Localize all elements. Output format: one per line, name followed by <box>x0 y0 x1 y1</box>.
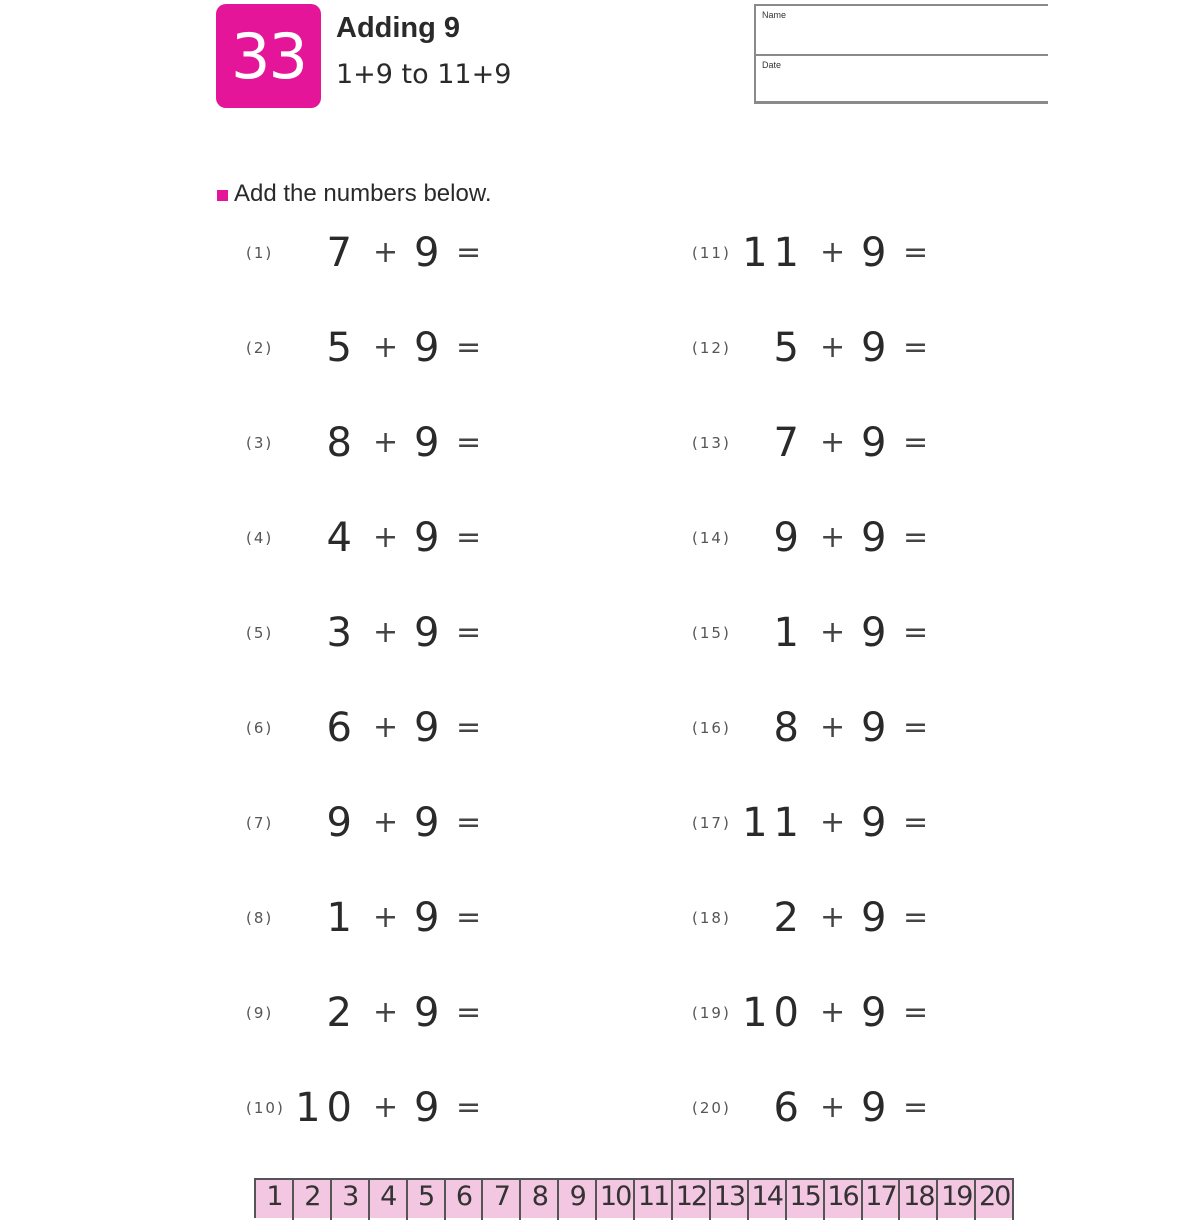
second-addend: 9 <box>861 515 887 561</box>
first-addend: 11 <box>742 800 805 846</box>
plus-sign: + <box>820 330 846 365</box>
second-addend: 9 <box>414 800 440 846</box>
plus-sign: + <box>820 805 846 840</box>
number-strip-cell: 10 <box>597 1180 635 1220</box>
equals-sign: = <box>456 520 482 555</box>
plus-sign: + <box>373 1090 399 1125</box>
second-addend: 9 <box>414 990 440 1036</box>
square-bullet-icon <box>217 190 228 201</box>
first-addend: 10 <box>295 1085 358 1131</box>
equals-sign: = <box>456 425 482 460</box>
second-addend: 9 <box>414 1085 440 1131</box>
problem-row <box>0 703 1200 753</box>
second-addend: 9 <box>861 230 887 276</box>
number-strip-cell: 12 <box>673 1180 711 1220</box>
problem-number: (12) <box>692 339 731 357</box>
problem-number: (1) <box>246 244 274 262</box>
first-addend: 1 <box>773 610 805 656</box>
equals-sign: = <box>456 995 482 1030</box>
problem-number: (2) <box>246 339 274 357</box>
instruction <box>217 180 492 208</box>
second-addend: 9 <box>414 325 440 371</box>
equals-sign: = <box>456 900 482 935</box>
second-addend: 9 <box>861 800 887 846</box>
first-addend: 3 <box>326 610 358 656</box>
problem-number: (19) <box>692 1004 731 1022</box>
problem-number: (7) <box>246 814 274 832</box>
problem-number: (17) <box>692 814 731 832</box>
lesson-number: 33 <box>231 19 306 93</box>
second-addend: 9 <box>861 990 887 1036</box>
problem-number: (14) <box>692 529 731 547</box>
second-addend: 9 <box>861 895 887 941</box>
problem-row <box>0 513 1200 563</box>
plus-sign: + <box>373 615 399 650</box>
problem-row <box>0 608 1200 658</box>
plus-sign: + <box>373 330 399 365</box>
date-label: Date <box>762 60 782 70</box>
problem-number: (16) <box>692 719 731 737</box>
plus-sign: + <box>820 995 846 1030</box>
equals-sign: = <box>903 805 929 840</box>
second-addend: 9 <box>861 1085 887 1131</box>
number-strip-cell: 7 <box>483 1180 521 1220</box>
number-strip-cell: 20 <box>976 1180 1014 1220</box>
problem-row <box>0 323 1200 373</box>
second-addend: 9 <box>414 705 440 751</box>
equals-sign: = <box>456 805 482 840</box>
problem-row <box>0 418 1200 468</box>
second-addend: 9 <box>861 420 887 466</box>
second-addend: 9 <box>414 895 440 941</box>
number-strip-cell: 5 <box>408 1180 446 1220</box>
first-addend: 6 <box>326 705 358 751</box>
problem-number: (3) <box>246 434 274 452</box>
problem-row <box>0 1083 1200 1133</box>
number-strip-cell: 8 <box>521 1180 559 1220</box>
problem-number: (20) <box>692 1099 731 1117</box>
first-addend: 4 <box>326 515 358 561</box>
number-strip-cell: 2 <box>294 1180 332 1220</box>
first-addend: 5 <box>773 325 805 371</box>
number-strip-cell: 11 <box>635 1180 673 1220</box>
first-addend: 9 <box>326 800 358 846</box>
number-strip-cell: 6 <box>446 1180 484 1220</box>
date-field[interactable] <box>756 56 1048 104</box>
number-strip-cell: 14 <box>749 1180 787 1220</box>
plus-sign: + <box>820 235 846 270</box>
first-addend: 11 <box>742 230 805 276</box>
plus-sign: + <box>373 805 399 840</box>
number-strip-cell: 17 <box>863 1180 901 1220</box>
problem-number: (6) <box>246 719 274 737</box>
problem-row <box>0 893 1200 943</box>
equals-sign: = <box>456 235 482 270</box>
equals-sign: = <box>903 235 929 270</box>
problem-row <box>0 988 1200 1038</box>
lesson-title: Adding 9 <box>336 12 461 44</box>
name-date-box <box>754 4 1048 104</box>
first-addend: 1 <box>326 895 358 941</box>
equals-sign: = <box>903 425 929 460</box>
problem-number: (9) <box>246 1004 274 1022</box>
equals-sign: = <box>903 615 929 650</box>
equals-sign: = <box>903 710 929 745</box>
problem-number: (18) <box>692 909 731 927</box>
plus-sign: + <box>373 235 399 270</box>
equals-sign: = <box>456 1090 482 1125</box>
first-addend: 8 <box>773 705 805 751</box>
plus-sign: + <box>373 520 399 555</box>
equals-sign: = <box>903 330 929 365</box>
first-addend: 5 <box>326 325 358 371</box>
equals-sign: = <box>903 900 929 935</box>
plus-sign: + <box>820 710 846 745</box>
equals-sign: = <box>903 1090 929 1125</box>
number-strip-cell: 15 <box>787 1180 825 1220</box>
first-addend: 10 <box>742 990 805 1036</box>
lesson-subtitle: 1+9 to 11+9 <box>336 59 512 90</box>
plus-sign: + <box>373 995 399 1030</box>
plus-sign: + <box>820 615 846 650</box>
equals-sign: = <box>456 615 482 650</box>
number-strip-cell: 4 <box>370 1180 408 1220</box>
second-addend: 9 <box>414 515 440 561</box>
first-addend: 6 <box>773 1085 805 1131</box>
lesson-number-badge <box>216 4 321 108</box>
name-label: Name <box>762 10 787 20</box>
equals-sign: = <box>456 710 482 745</box>
plus-sign: + <box>820 520 846 555</box>
problem-number: (5) <box>246 624 274 642</box>
second-addend: 9 <box>861 325 887 371</box>
problem-number: (8) <box>246 909 274 927</box>
number-strip-cell: 13 <box>711 1180 749 1220</box>
number-strip-cell: 16 <box>825 1180 863 1220</box>
plus-sign: + <box>820 1090 846 1125</box>
first-addend: 9 <box>773 515 805 561</box>
number-strip-cell: 19 <box>938 1180 976 1220</box>
first-addend: 2 <box>773 895 805 941</box>
number-strip-cell: 9 <box>559 1180 597 1220</box>
number-strip-cell: 18 <box>900 1180 938 1220</box>
first-addend: 2 <box>326 990 358 1036</box>
plus-sign: + <box>373 425 399 460</box>
problem-number: (10) <box>246 1099 285 1117</box>
name-field[interactable] <box>756 6 1048 56</box>
plus-sign: + <box>373 900 399 935</box>
plus-sign: + <box>820 900 846 935</box>
plus-sign: + <box>820 425 846 460</box>
second-addend: 9 <box>414 230 440 276</box>
problem-number: (13) <box>692 434 731 452</box>
problem-number: (11) <box>692 244 731 262</box>
number-strip-cell: 1 <box>256 1180 294 1220</box>
problem-row <box>0 798 1200 848</box>
second-addend: 9 <box>414 420 440 466</box>
plus-sign: + <box>373 710 399 745</box>
problem-row <box>0 228 1200 278</box>
number-strip-cell: 3 <box>332 1180 370 1220</box>
number-strip <box>254 1178 1014 1218</box>
problem-number: (4) <box>246 529 274 547</box>
second-addend: 9 <box>861 610 887 656</box>
second-addend: 9 <box>414 610 440 656</box>
problem-number: (15) <box>692 624 731 642</box>
instruction-text: Add the numbers below. <box>234 180 492 207</box>
equals-sign: = <box>456 330 482 365</box>
first-addend: 7 <box>326 230 358 276</box>
second-addend: 9 <box>861 705 887 751</box>
first-addend: 8 <box>326 420 358 466</box>
equals-sign: = <box>903 520 929 555</box>
first-addend: 7 <box>773 420 805 466</box>
equals-sign: = <box>903 995 929 1030</box>
